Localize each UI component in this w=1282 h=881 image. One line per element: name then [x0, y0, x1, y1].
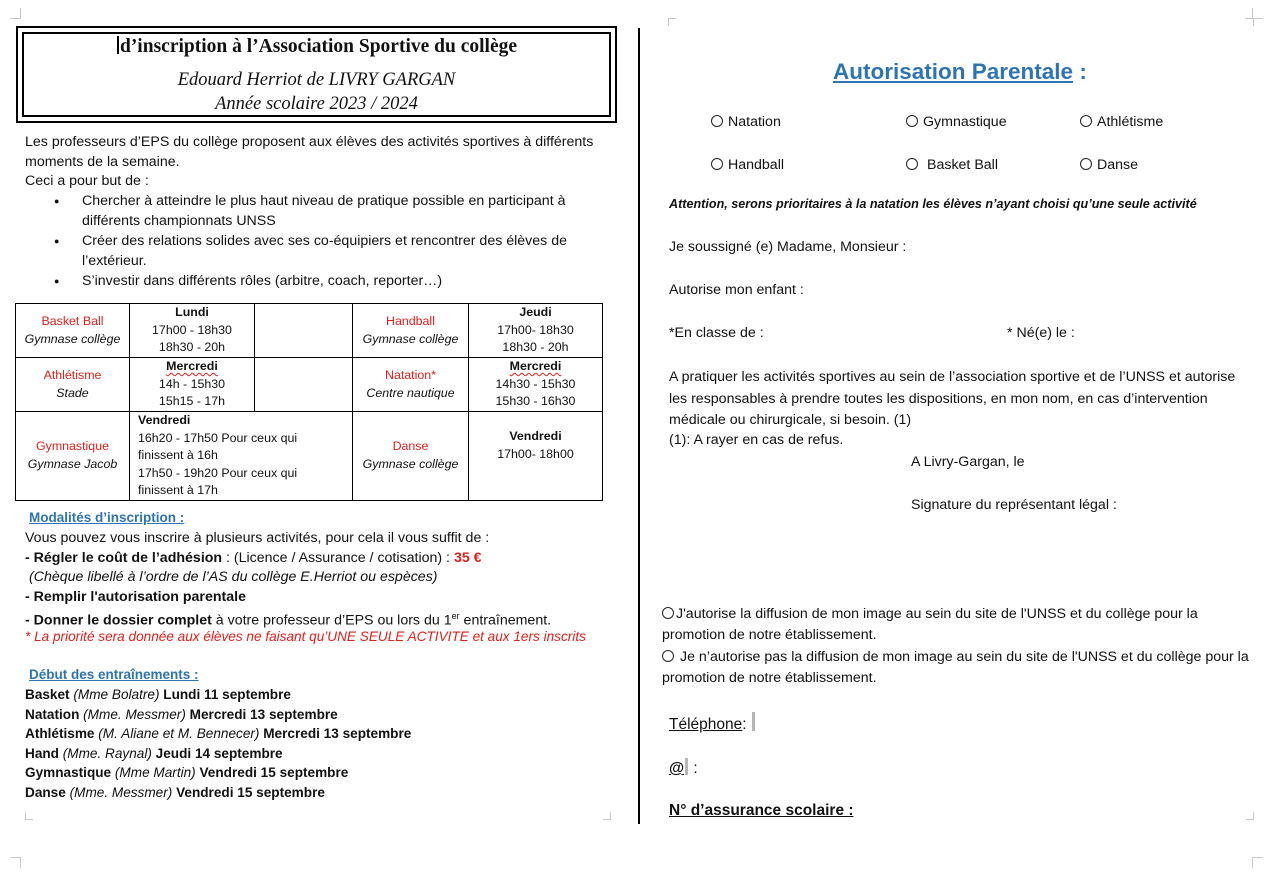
priority-note: * La priorité sera donnée aux élèves ne faisant qu’UNE SEULE ACTIVITE et aux 1ers inscrits [25, 629, 586, 644]
column-divider [638, 28, 640, 824]
time-cell: Lundi 17h00 - 18h30 18h30 - 20h [130, 304, 255, 358]
activity-option-handball[interactable]: Handball [711, 157, 784, 173]
place-date-field[interactable]: A Livry-Gargan, le [911, 454, 1025, 470]
image-consent-no[interactable]: Je n’autorise pas la diffusion de mon image au sein du site de l'UNSS et du collège pour la promotion de notre établissement. [662, 649, 1249, 686]
authorization-step: - Remplir l'autorisation parentale [25, 589, 246, 605]
radio-circle-icon [906, 115, 918, 127]
signature-field[interactable]: Signature du représentant légal : [911, 497, 1117, 513]
debut-list [25, 685, 411, 803]
empty-cell [255, 358, 353, 412]
activity-cell: Danse Gymnase collège [353, 412, 469, 501]
activity-cell: Handball Gymnase collège [353, 304, 469, 358]
radio-circle-icon [662, 607, 674, 619]
margin-mark [668, 18, 676, 26]
title-line-1: d’inscription à l’Association Sportive du collège [16, 36, 617, 58]
title-line-2: Edouard Herriot de LIVRY GARGAN [177, 70, 456, 90]
activity-option-basket[interactable]: Basket Ball [906, 157, 998, 173]
email-field[interactable]: @ : [669, 760, 698, 777]
time-cell: Mercredi 14h30 - 15h30 15h30 - 16h30 [469, 358, 603, 412]
intro-paragraph: Les professeurs d’EPS du collège proposent aux élèves des activités sportives à différents moments de la semaine. [25, 134, 594, 170]
list-item: Hand (Mme. Raynal) Jeudi 14 septembre [25, 745, 283, 761]
table-row [16, 358, 603, 412]
debut-heading: Début des entraînements : [29, 667, 199, 682]
activity-cell: Gymnastique Gymnase Jacob [16, 412, 130, 501]
list-item: Natation (Mme. Messmer) Mercredi 13 septembre [25, 706, 338, 722]
activity-option-danse[interactable]: Danse [1080, 157, 1138, 173]
soussigne-field[interactable]: Je soussigné (e) Madame, Monsieur : [669, 239, 907, 255]
goal-item: ● S’investir dans différents rôles (arbitre, coach, reporter…) [54, 271, 594, 291]
payment-note: (Chèque libellé à l’ordre de l’AS du collège E.Herriot ou espèces) [29, 569, 438, 585]
margin-mark [603, 812, 611, 820]
goal-item: ● Chercher à atteindre le plus haut niveau de pratique possible en participant à différents championnats UNSS [54, 191, 594, 231]
table-row [16, 412, 603, 501]
goal-item: ● Créer des relations solides avec ses co-équipiers et rencontrer des élèves de l’extérieur. [54, 231, 594, 271]
radio-circle-icon [711, 115, 723, 127]
activity-cell: Athlétisme Stade [16, 358, 130, 412]
time-cell: Vendredi 16h20 - 17h50 Pour ceux qui finissent à 16h 17h50 - 19h20 Pour ceux qui finissent à 17h [130, 412, 353, 501]
list-item: Gymnastique (Mme Martin) Vendredi 15 septembre [25, 765, 349, 781]
modalites-line: Vous pouvez vous inscrire à plusieurs activités, pour cela il vous suffit de : [25, 530, 490, 546]
telephone-field[interactable]: Téléphone: [669, 712, 756, 734]
insurance-field[interactable]: N° d’assurance scolaire : [669, 802, 854, 819]
activity-cell: Natation* Centre nautique [353, 358, 469, 412]
consent-paragraph: A pratiquer les activités sportives au sein de l’association sportive et de l’UNSS et autorise les responsables à prendre toutes les dispositions, en mon nom, en cas d’intervention médicale ou chirurgicale, si besoin. (1) [669, 369, 1236, 428]
birthdate-field[interactable]: * Né(e) le : [1007, 325, 1075, 341]
margin-mark [1246, 18, 1254, 26]
activity-cell: Basket Ball Gymnase collège [16, 304, 130, 358]
list-item: Basket (Mme Bolatre) Lundi 11 septembre [25, 687, 291, 702]
time-cell: Jeudi 17h00- 18h30 18h30 - 20h [469, 304, 603, 358]
activity-option-gymnastique[interactable]: Gymnastique [906, 114, 1007, 130]
attention-note: Attention, serons prioritaires à la natation les élèves n’ayant choisi qu’une seule activité [669, 197, 1197, 211]
crop-mark [10, 857, 21, 868]
autorise-label: Autorise mon enfant : [669, 282, 804, 298]
time-cell: Mercredi 14h - 15h30 15h15 - 17h [130, 358, 255, 412]
goals-list [54, 191, 594, 291]
title-line-3: Année scolaire 2023 / 2024 [215, 94, 418, 114]
crop-mark [1252, 857, 1263, 868]
time-cell: Vendredi 17h00- 18h00 [469, 412, 603, 501]
margin-mark [1246, 812, 1254, 820]
radio-circle-icon [662, 650, 674, 662]
footnote: (1): A rayer en cas de refus. [669, 432, 844, 448]
list-item: Athlétisme (M. Aliane et M. Bennecer) Mercredi 13 septembre [25, 726, 412, 742]
dossier-step: - Donner le dossier complet à votre professeur d’EPS ou lors du 1er entraînement. [25, 611, 552, 629]
list-item: Danse (Mme. Messmer) Vendredi 15 septembre [25, 784, 325, 800]
authorization-title: Autorisation Parentale : [833, 59, 1087, 84]
classe-field[interactable]: *En classe de : [669, 325, 764, 341]
radio-circle-icon [1080, 158, 1092, 170]
radio-circle-icon [711, 158, 723, 170]
activity-option-athletisme[interactable]: Athlétisme [1080, 114, 1163, 130]
activities-schedule-table [15, 303, 603, 501]
empty-cell [255, 304, 353, 358]
crop-mark [10, 8, 21, 19]
table-row [16, 304, 603, 358]
radio-circle-icon [906, 158, 918, 170]
fee-line: - Régler le coût de l’adhésion : (Licence / Assurance / cotisation) : 35 € [25, 550, 482, 566]
radio-circle-icon [1080, 115, 1092, 127]
modalites-heading: Modalités d’inscription : [29, 510, 185, 525]
activity-option-natation[interactable]: Natation [711, 114, 781, 130]
intro-purpose: Ceci a pour but de : [25, 173, 149, 189]
image-consent-yes[interactable]: J'autorise la diffusion de mon image au sein du site de l'UNSS et du collège pour la promotion de notre établissement. [662, 606, 1198, 643]
margin-mark [25, 812, 33, 820]
